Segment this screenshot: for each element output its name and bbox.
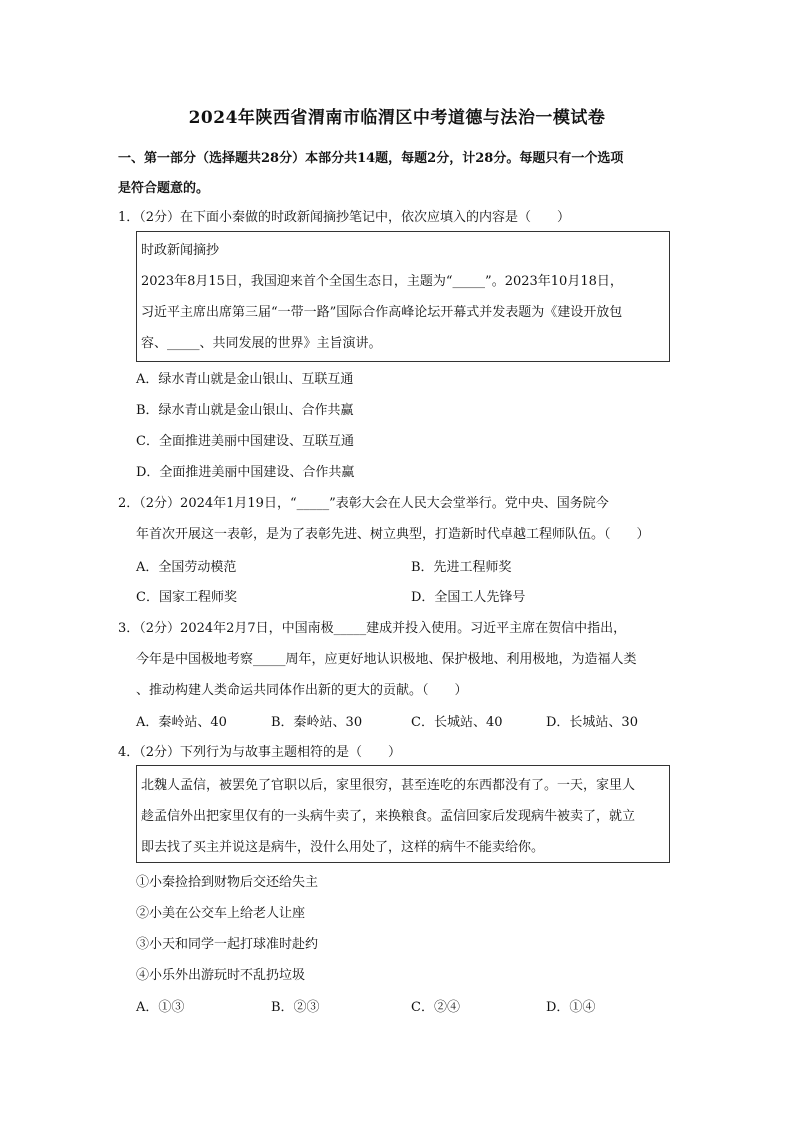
question-3-option-d[interactable]: D．长城站、30 xyxy=(546,715,638,730)
story-box-line: 即去找了买主并说这是病牛，没什么用处了，这样的病牛不能卖给你。 xyxy=(141,840,545,855)
question-3-stem-line-2: 今年是中国极地考察_____周年，应更好地认识极地、保护极地、利用极地，为造福人类 xyxy=(136,652,637,667)
question-2-option-b[interactable]: B．先进工程师奖 xyxy=(411,560,512,575)
question-4-item-4: ④小乐外出游玩时不乱扔垃圾 xyxy=(136,968,306,983)
question-2-option-a[interactable]: A．全国劳动模范 xyxy=(136,560,237,575)
news-box-line: 时政新闻摘抄 xyxy=(141,243,220,258)
page-title: 2024年陕西省渭南市临渭区中考道德与法治一模试卷 xyxy=(188,108,606,128)
question-3-option-a[interactable]: A．秦岭站、40 xyxy=(136,715,227,730)
question-4-story-box xyxy=(136,765,670,863)
story-box-line: 北魏人孟信，被罢免了官职以后，家里很穷，甚至连吃的东西都没有了。一天，家里人 xyxy=(141,778,636,793)
question-2-stem-line-1: 2．（2分）2024年1月19日，“_____”表彰大会在人民大会堂举行。党中央、国务院今 xyxy=(118,496,609,511)
question-2-option-d[interactable]: D．全国工人先锋号 xyxy=(411,590,526,605)
question-2-stem-line-2: 年首次开展这一表彰，是为了表彰先进、树立典型，打造新时代卓越工程师队伍。（ ） xyxy=(136,527,650,542)
question-3-stem-line-1: 3．（2分）2024年2月7日，中国南极_____建成并投入使用。习近平主席在贺信中指出， xyxy=(118,621,627,636)
news-box-line: 容、_____、共同发展的世界》主旨演讲。 xyxy=(141,336,382,351)
question-1-option-a[interactable]: A．绿水青山就是金山银山、互联互通 xyxy=(136,372,354,387)
question-4-item-1: ①小秦捡拾到财物后交还给失主 xyxy=(136,875,319,890)
question-1-stem: 1．（2分）在下面小秦做的时政新闻摘抄笔记中，依次应填入的内容是（ ） xyxy=(118,210,571,225)
question-4-item-3: ③小天和同学一起打球准时赴约 xyxy=(136,937,319,952)
question-4-option-a[interactable]: A．①③ xyxy=(136,1000,185,1015)
question-4-option-d[interactable]: D．①④ xyxy=(546,1000,596,1015)
question-1-news-box xyxy=(136,231,670,362)
section-line-2: 是符合题意的。 xyxy=(118,181,210,196)
news-box-line: 2023年8月15日，我国迎来首个全国生态日，主题为“_____”。2023年10月18日， xyxy=(141,274,623,289)
question-4-stem: 4．（2分）下列行为与故事主题相符的是（ ） xyxy=(118,745,402,760)
question-3-option-b[interactable]: B．秦岭站、30 xyxy=(271,715,363,730)
story-box-line: 趁孟信外出把家里仅有的一头病牛卖了，来换粮食。孟信回家后发现病牛被卖了，就立 xyxy=(141,809,636,824)
question-3-stem-line-3: 、推动构建人类命运共同体作出新的更大的贡献。（ ） xyxy=(136,683,468,698)
question-1-option-d[interactable]: D．全面推进美丽中国建设、合作共赢 xyxy=(136,465,355,480)
question-3-option-c[interactable]: C．长城站、40 xyxy=(411,715,503,730)
question-1-option-b[interactable]: B．绿水青山就是金山银山、合作共赢 xyxy=(136,403,354,418)
question-4-option-b[interactable]: B．②③ xyxy=(271,1000,320,1015)
question-2-option-c[interactable]: C．国家工程师奖 xyxy=(136,590,237,605)
question-4-item-2: ②小美在公交车上给老人让座 xyxy=(136,906,306,921)
question-4-option-c[interactable]: C．②④ xyxy=(411,1000,460,1015)
news-box-line: 习近平主席出席第三届“一带一路”国际合作高峰论坛开幕式并发表题为《建设开放包 xyxy=(141,305,623,320)
section-line-1: 一、第一部分（选择题共28分）本部分共14题，每题2分，计28分。每题只有一个选项 xyxy=(118,151,624,166)
question-1-option-c[interactable]: C．全面推进美丽中国建设、互联互通 xyxy=(136,434,354,449)
section-instructions xyxy=(118,144,678,204)
